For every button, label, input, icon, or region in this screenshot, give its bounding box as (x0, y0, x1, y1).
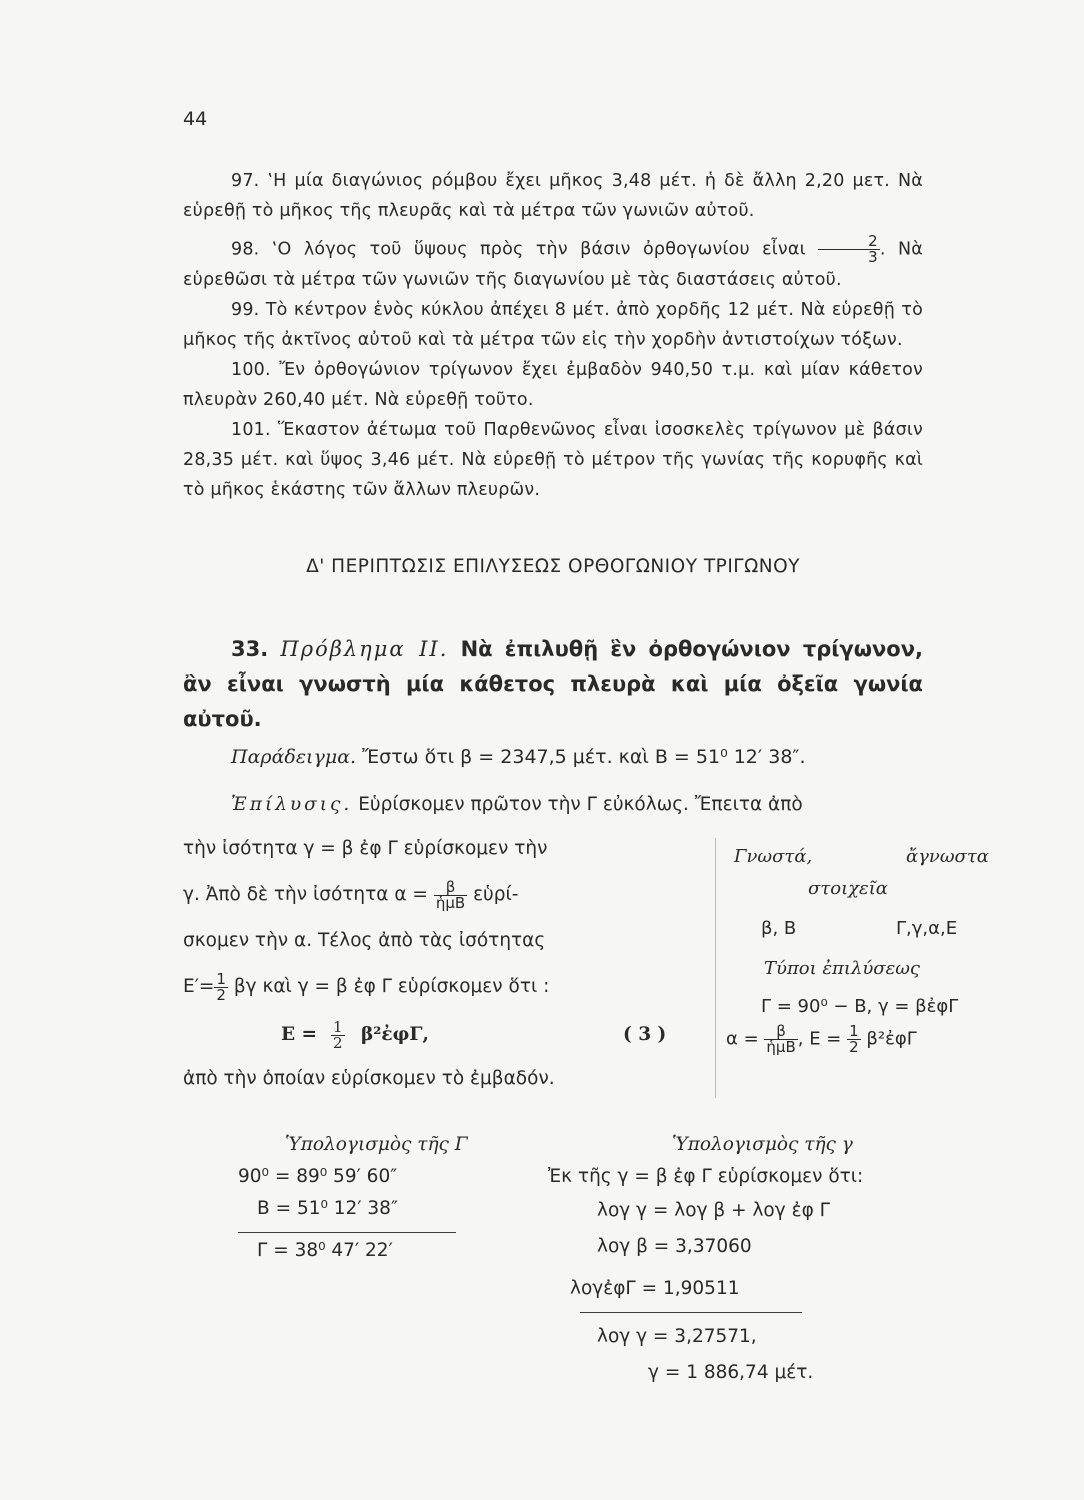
known-values: β, Β (761, 918, 797, 939)
page-number: 44 (183, 108, 208, 130)
fraction (818, 234, 880, 265)
calc-left-divider (238, 1232, 456, 1233)
numerator: 1 (849, 1022, 859, 1040)
formula-reference: ( 3 ) (623, 1024, 667, 1045)
solution-label: Ἐπίλυσις. (231, 794, 353, 815)
calc-right-row-4: λογἐφΓ = 1,90511 (570, 1278, 740, 1299)
calc-left-row-1: 90⁰ = 89⁰ 59′ 60″ (238, 1166, 398, 1187)
denominator: 2 (216, 985, 226, 1004)
solution-line-3-end: εὑρί- (473, 884, 519, 905)
solution-body (183, 828, 703, 1100)
solution-line-2: τὴν ἰσότητα γ = β ἐφ Γ εὑρίσκομεν τὴν (183, 838, 548, 859)
known-label: Γνωστά, (734, 846, 813, 867)
numerator: 1 (333, 1018, 343, 1036)
formula-lhs: Ε = (281, 1024, 318, 1045)
denominator: ἡμΒ (766, 1038, 796, 1056)
denominator: 2 (849, 1038, 859, 1056)
solution-first-line (231, 794, 931, 815)
exercise-100: 100. Ἔν ὀρθογώνιον τρίγωνον ἔχει ἐμβαδὸν 940,50 τ.μ. καὶ μίαν κάθετον πλευρὰν 260,40 μέτ. Νὰ εὑρεθῇ τοῦτο. (183, 360, 923, 410)
calc-right-row-1: Ἐκ τῆς γ = β ἐφ Γ εὑρίσκομεν ὅτι: (548, 1166, 864, 1187)
example-line (231, 746, 931, 768)
fraction (764, 1024, 797, 1055)
formulas-label: Τύποι ἐπιλύσεως (764, 958, 920, 979)
solution-line-5 (183, 966, 703, 1008)
denominator: 3 (868, 248, 878, 266)
numerator: β (764, 1024, 797, 1040)
unknown-values: Γ,γ,α,Ε (896, 918, 958, 939)
calc-left-row-3: Γ = 38⁰ 47′ 22′ (257, 1240, 393, 1261)
fraction (434, 877, 467, 912)
exercise-98-text: 98. ‛Ο λόγος τοῦ ὕψους πρὸς τὴν βάσιν ὀρθογωνίου εἶναι (231, 239, 806, 260)
solution-line-3 (183, 874, 703, 916)
formula-e-lhs: , Ε = (797, 1028, 842, 1050)
calc-right-row-6: γ = 1 886,74 μέτ. (648, 1362, 814, 1383)
fraction (331, 1020, 345, 1051)
numerator: β (434, 880, 467, 896)
solution-line-4: σκομεν τὴν α. Τέλος ἀπὸ τὰς ἰσότητας (183, 930, 546, 951)
calc-right-divider (580, 1312, 802, 1313)
calc-right-row-5: λογ γ = 3,27571, (597, 1326, 757, 1347)
example-text: Ἔστω ὅτι β = 2347,5 μέτ. καὶ Β = 51⁰ 12′ 38″. (362, 746, 806, 768)
numerator: 1 (216, 969, 226, 988)
calc-right-row-3: λογ β = 3,37060 (597, 1236, 752, 1257)
exercise-98 (183, 234, 923, 295)
exercise-list (183, 166, 923, 505)
problem-label: Πρόβλημα ΙΙ. (280, 637, 449, 661)
formula-a-lhs: α = (726, 1028, 759, 1050)
fraction (847, 1024, 861, 1055)
elements-label: στοιχεῖα (808, 878, 888, 899)
solution-line-3-text: γ. Ἀπὸ δὲ τὴν ἰσότητα α = (183, 884, 428, 905)
fraction (214, 969, 228, 1004)
example-label: Παράδειγμα. (231, 746, 357, 768)
denominator: 2 (333, 1034, 343, 1052)
area-formula (183, 1014, 703, 1056)
problem-number: 33. (231, 637, 269, 661)
solution-line-1: Εὑρίσκομεν πρῶτον τὴν Γ εὐκόλως. Ἔπειτα ἀπὸ (358, 794, 803, 815)
summary-box (715, 838, 1006, 1098)
section-heading: Δ' ΠΕΡΙΠΤΩΣΙΣ ΕΠΙΛΥΣΕΩΣ ΟΡΘΟΓΩΝΙΟΥ ΤΡΙΓΩΝΟΥ (306, 556, 800, 577)
numerator: 2 (818, 234, 880, 250)
solution-line-5-text: Ε′= (183, 976, 215, 997)
formula-rhs: β²ἐφΓ, (361, 1024, 429, 1045)
exercise-99: 99. Τὸ κέντρον ἑνὸς κύκλου ἀπέχει 8 μέτ. ἀπὸ χορδῆς 12 μέτ. Νὰ εὑρεθῇ τὸ μῆκος τῆς ἀκτῖνος αὐτοῦ καὶ τὰ μέτρα τῶν εἰς τὴν χορδὴν ἀντιστοίχων τόξων. (183, 300, 923, 350)
calc-right-row-2: λογ γ = λογ β + λογ ἐφ Γ (597, 1200, 830, 1221)
exercise-98-text-end: . Νὰ εὑρεθῶσι τὰ μέτρα τῶν γωνιῶν τῆς διαγωνίου μὲ τὰς διαστάσεις αὐτοῦ. (183, 239, 923, 290)
problem-text: Νὰ ἐπιλυθῇ ἓν ὀρθογώνιον τρίγωνον, ἂν εἶναι γνωστὴ μία κάθετος πλευρὰ καὶ μία ὀξεῖα γωνία αὐτοῦ. (183, 637, 923, 731)
formula-line-1: Γ = 90⁰ − Β, γ = βἐφΓ (761, 996, 959, 1017)
formula-e-rhs: β²ἐφΓ (866, 1028, 917, 1050)
exercise-97: 97. ‛Η μία διαγώνιος ρόμβου ἔχει μῆκος 3,48 μέτ. ἡ δὲ ἄλλη 2,20 μετ. Νὰ εὑρεθῇ τὸ μῆκος τῆς πλευρᾶς καὶ τὰ μέτρα τῶν γωνιῶν αὐτοῦ. (183, 171, 923, 221)
calc-left-title: Ὑπολογισμὸς τῆς Γ (285, 1134, 468, 1155)
exercise-101: 101. Ἕκαστον ἀέτωμα τοῦ Παρθενῶνος εἶναι ἰσοσκελὲς τρίγωνον μὲ βάσιν 28,35 μέτ. καὶ ὕψος 3,46 μέτ. Νὰ εὑρεθῇ τὸ μέτρον τῆς γωνίας τῆς κορυφῆς καὶ τὸ μῆκος ἑκάστης τῶν ἄλλων πλευρῶν. (183, 420, 923, 500)
problem-statement (183, 632, 923, 737)
denominator: ἡμΒ (435, 893, 466, 912)
calc-right-title: Ὑπολογισμὸς τῆς γ (672, 1134, 853, 1155)
unknown-label: ἄγνωστα (906, 846, 989, 867)
calc-left-row-2: Β = 51⁰ 12′ 38″ (257, 1198, 398, 1219)
solution-line-5-end: βγ καὶ γ = β ἐφ Γ εὑρίσκομεν ὅτι : (233, 976, 550, 997)
solution-line-6: ἀπὸ τὴν ὁποίαν εὑρίσκομεν τὸ ἐμβαδόν. (183, 1068, 555, 1089)
formula-line-2 (726, 1024, 917, 1055)
